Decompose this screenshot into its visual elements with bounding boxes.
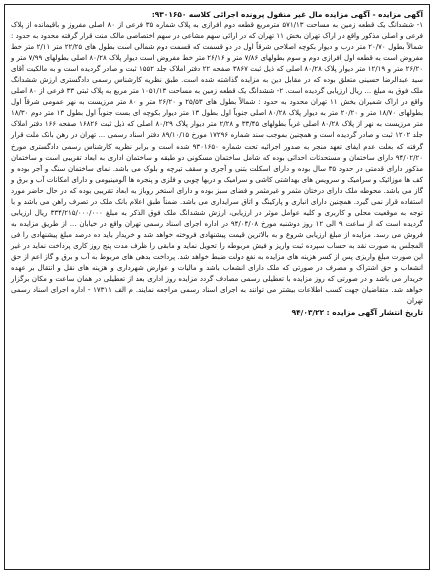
notice-publication-date: تاریخ انتشار آگهی مزایده : ۹۴/۰۳/۲۲	[291, 308, 423, 318]
notice-body: ۱- ششدانگ یک قطعه زمین به مساحت ۵۷۱/۱۳ مترمربع قطعه دوم افرازی به پلاک شماره ۳۵ فرعی از ۸۰ اصلی مفروز و باقیمانده از پلاک فرعی و اصلی مذکور واقع در اراک تهران بخش ۱۱ تهران که در ارائی سهم مشاعی در سهم اختصاصی مالک منت قرار گرفته محدود به حدود : شمالاً بطول ۲۰/۷۰ متر درب و دیوار بکوچه اصلاحی شرقاً اول در دو قسمت که قسمت دوم شمالی است بطول های ۲۲/۲۵ متر ۲/۱۱ متر خط مفروض است به قطعه اول افرازی دوم و سوم بطولهای ۷/۸۶ متر و ۲۶/۱۶ متر خط مفروض است دیوار پلاک ۸۰/۲۸ اصلی بطولهای ۷/۹۹ متر و ۲۶/۲۰ متر و ۱۲/۱۹ متر دیوار پلاک ۸۰/۲۸ اصلی که ذیل ثبت ۳۸۶۷ صفحه ۲۲ دفتر املاک جلد ۱۵۵۲ ثبت و صادر گردیده است و به مالکیت آقای سید عبدالرضا حسینی متعلق بوده که در مقابل دین به مزایده گذاشته شده است. طبق نظریه کارشناس رسمی دادگستری ارزش ششدانگ ملک فوق به مبلغ ... ریال ارزیابی گردیده است. ۲- ششدانگ یک قطعه زمین به مساحت ۱۰۵۱/۱۳ متر مربع به پلاک ثبتی ۳۳ فرعی از ۸۰ اصلی واقع در اراک شمیران بخش ۱۱ تهران محدود به حدود : شمالاً بطول های ۲۵/۵۳ و ۲۶/۲۰ متر و ۸۰ متر مرزیست به نهر عمومی شرقاً اول بطولهای ۱۸/۷۰ متر و ۲۰/۲۰ متر به دیوار پلاک ۸۰/۲۸ اصلی جنوباً اول بطول ۱۳ متر دیوار بکوچه ای بست جنوباً اول بطول ۱۳ متر دوم ۱۸/۳۰ متر مرزیست به نهر از پلاک ۸۰/۲۸ اصلی غرباً بطولهای ۳۳/۴۵ و ۲/۲۸ متر دیوار پلاک ۸۰/۲۹ اصلی که ذیل ثبت ۱۶۸۲۶ صفحه ۱۶۶ دفتر املاک جلد ۱۲۰۲ ثبت و صادر گردیده است و همچنین بموجب سند شماره ۱۷۲۹۶ مورخ ۸۹/۱۰/۱۵ دفتر اسناد رسمی ... تهران در رهن بانک ملت قرار گرفته که بعلت عدم ایفای تعهد منجر به صدور اجرائیه تحت شماره ۹۳۰۱۶۵۰ شده است و برابر نظریه کارشناس رسمی دادگستری مورخ ۹۴/۰۲/۲۰ دارای ساختمان و مستحدثات احداثی بوده که شامل ساختمان مسکونی دو طبقه و ساختمان اداری به ابعاد تقریبی است و ساختمان مذکور دارای قدمتی در حدود ۳۵ سال بوده و دارای اسکلت بتنی و آجری و سقف تیرچه و بلوک می باشد. نمای ساختمان سنگ و آجر بوده و کف ها موزائیک و سرامیک و سرویس های بهداشتی کاشی و سرامیک و دربها چوبی و فلزی و پنجره ها آلومینیومی و دارای امکانات آب و برق و گاز می باشد. محوطه ملک دارای درختان مثمر و غیرمثمر و فضای سبز بوده و دارای استخر روباز به ابعاد تقریبی بوده که در حال حاضر مورد استفاده قرار نمی گیرد. همچنین دارای انباری و پارکینگ و اتاق سرایداری می باشد. ضمناً طبق اعلام بانک ملک در تصرف راهن می باشد و با توجه به موقعیت محلی و کاربری و کلیه عوامل موثر در ارزیابی، ارزش ششدانگ ملک فوق الذکر به مبلغ ۳۳۴/۲۱۵/۰۰۰/۰۰۰ ریال ارزیابی گردیده است که از ساعت ۹ الی ۱۲ روز دوشنبه مورخ ۹۴/۰۴/۰۸ در اداره اجرای اسناد رسمی تهران واقع در خیابان ... از طریق مزایده به فروش می رسد. مزایده از مبلغ ارزیابی شروع و به بالاترین قیمت پیشنهادی فروخته خواهد شد و خریدار باید ده درصد مبلغ پیشنهادی را فی المجلس به صورت نقد به حساب سپرده ثبت واریز و فیش مربوطه را تحویل نماید و مابقی را ظرف مدت پنج روز کاری پرداخت نماید در غیر این صورت مبلغ واریزی پس از کسر هزینه های مزایده به نفع دولت ضبط خواهد شد. پرداخت بدهی های مربوط به آب و برق و گاز اعم از حق انشعاب و حق اشتراک و مصرف در صورتی که ملک دارای انشعاب باشد و مالیات و عوارض شهرداری و هزینه های نقل و انتقال بر عهده خریدار می باشد و در صورتی که روز مزایده با تعطیلی رسمی مصادف گردد مزایده روز اداری بعد از تعطیلی در همان ساعت و مکان برگزار خواهد شد. متقاضیان جهت کسب اطلاعات بیشتر می توانند به اجرای اسناد رسمی مراجعه نمایند. م الف ۱۷۳۱۱ - اداره اجرای اسناد رسمی تهران	[11, 21, 424, 306]
auction-notice	[4, 4, 430, 570]
notice-headline: آگهی مزایده - آگهی مزایده مال غیر منقول پرونده اجرائی کلاسه ۹۳۰۱۶۵۰:	[151, 10, 423, 19]
